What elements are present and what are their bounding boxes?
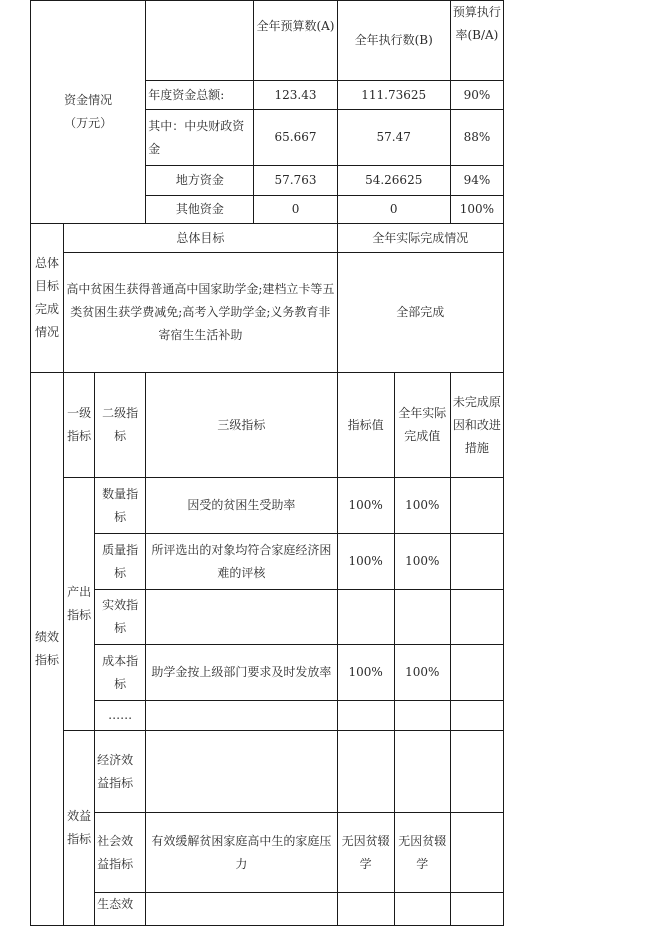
indicator-level2: 质量指标 [95, 534, 146, 590]
indicator-target: 100% [337, 645, 394, 701]
indicator-reason [450, 893, 503, 926]
indicator-level3: 有效缓解贫困家庭高中生的家庭压力 [146, 813, 337, 893]
indicator-actual [394, 731, 450, 813]
indicator-reason [450, 590, 503, 645]
funding-row-rate: 94% [450, 166, 503, 196]
indicator-level3 [146, 731, 337, 813]
indicator-reason [450, 731, 503, 813]
funding-row-executed: 0 [337, 196, 450, 224]
indicator-level2: …… [95, 701, 146, 731]
indicator-actual [394, 701, 450, 731]
funding-row-budget: 57.763 [254, 166, 337, 196]
header-budget: 全年预算数(A) [254, 1, 337, 81]
indicator-level3 [146, 701, 337, 731]
header-rate: 预算执行率(B/A) [450, 1, 503, 81]
header-level2: 二级指标 [95, 373, 146, 478]
header-actual: 全年实际完成值 [394, 373, 450, 478]
funding-unit: （万元） [64, 116, 113, 130]
indicator-actual [394, 590, 450, 645]
funding-row-rate: 88% [450, 110, 503, 166]
indicator-target: 100% [337, 534, 394, 590]
benefit-indicator-label: 效益指标 [64, 731, 95, 926]
funding-label: 资金情况 [64, 93, 113, 107]
header-level1: 一级指标 [64, 373, 95, 478]
indicator-level2: 经济效益指标 [95, 731, 146, 813]
indicator-level2: 社会效益指标 [95, 813, 146, 893]
performance-section-label: 绩效指标 [31, 373, 64, 926]
indicator-level2: 生态效 [95, 893, 146, 926]
goals-section-label: 总体目标完成情况 [31, 224, 64, 373]
indicator-reason [450, 534, 503, 590]
performance-report-table [30, 0, 504, 926]
header-level3: 三级指标 [146, 373, 337, 478]
funding-row-executed: 57.47 [337, 110, 450, 166]
funding-row-label: 地方资金 [146, 166, 254, 196]
funding-row-rate: 90% [450, 81, 503, 110]
indicator-reason [450, 478, 503, 534]
funding-section-label [31, 1, 146, 224]
completion-text: 全部完成 [337, 253, 503, 373]
indicator-reason [450, 813, 503, 893]
indicator-level3: 助学金按上级部门要求及时发放率 [146, 645, 337, 701]
header-executed: 全年执行数(B) [337, 1, 450, 81]
funding-row-executed: 111.73625 [337, 81, 450, 110]
indicator-level2: 成本指标 [95, 645, 146, 701]
funding-row-label: 年度资金总额: [146, 81, 254, 110]
indicator-target: 无因贫辍学 [337, 813, 394, 893]
indicator-target [337, 590, 394, 645]
funding-row-label: 其中：中央财政资金 [146, 110, 254, 166]
indicator-level3 [146, 590, 337, 645]
funding-row-budget: 65.667 [254, 110, 337, 166]
indicator-target [337, 731, 394, 813]
indicator-level2: 数量指标 [95, 478, 146, 534]
indicator-reason [450, 645, 503, 701]
funding-row-budget: 0 [254, 196, 337, 224]
indicator-actual [394, 893, 450, 926]
funding-row-budget: 123.43 [254, 81, 337, 110]
indicator-actual: 100% [394, 478, 450, 534]
funding-row-executed: 54.26625 [337, 166, 450, 196]
indicator-actual: 100% [394, 534, 450, 590]
indicator-target [337, 893, 394, 926]
goal-text: 高中贫困生获得普通高中国家助学金;建档立卡等五类贫困生获学费减免;高考入学助学金;义务教育非寄宿生生活补助 [64, 253, 338, 373]
indicator-target: 100% [337, 478, 394, 534]
indicator-level3 [146, 893, 337, 926]
indicator-level2: 实效指标 [95, 590, 146, 645]
indicator-actual: 无因贫辍学 [394, 813, 450, 893]
indicator-actual: 100% [394, 645, 450, 701]
header-reason: 未完成原因和改进措施 [450, 373, 503, 478]
funding-header-blank [146, 1, 254, 81]
completion-header: 全年实际完成情况 [337, 224, 503, 253]
output-indicator-label: 产出指标 [64, 478, 95, 731]
funding-row-rate: 100% [450, 196, 503, 224]
indicator-target [337, 701, 394, 731]
indicator-level3: 因受的贫困生受助率 [146, 478, 337, 534]
goal-header: 总体目标 [64, 224, 338, 253]
indicator-reason [450, 701, 503, 731]
funding-row-label: 其他资金 [146, 196, 254, 224]
indicator-level3: 所评选出的对象均符合家庭经济困难的评核 [146, 534, 337, 590]
header-target: 指标值 [337, 373, 394, 478]
